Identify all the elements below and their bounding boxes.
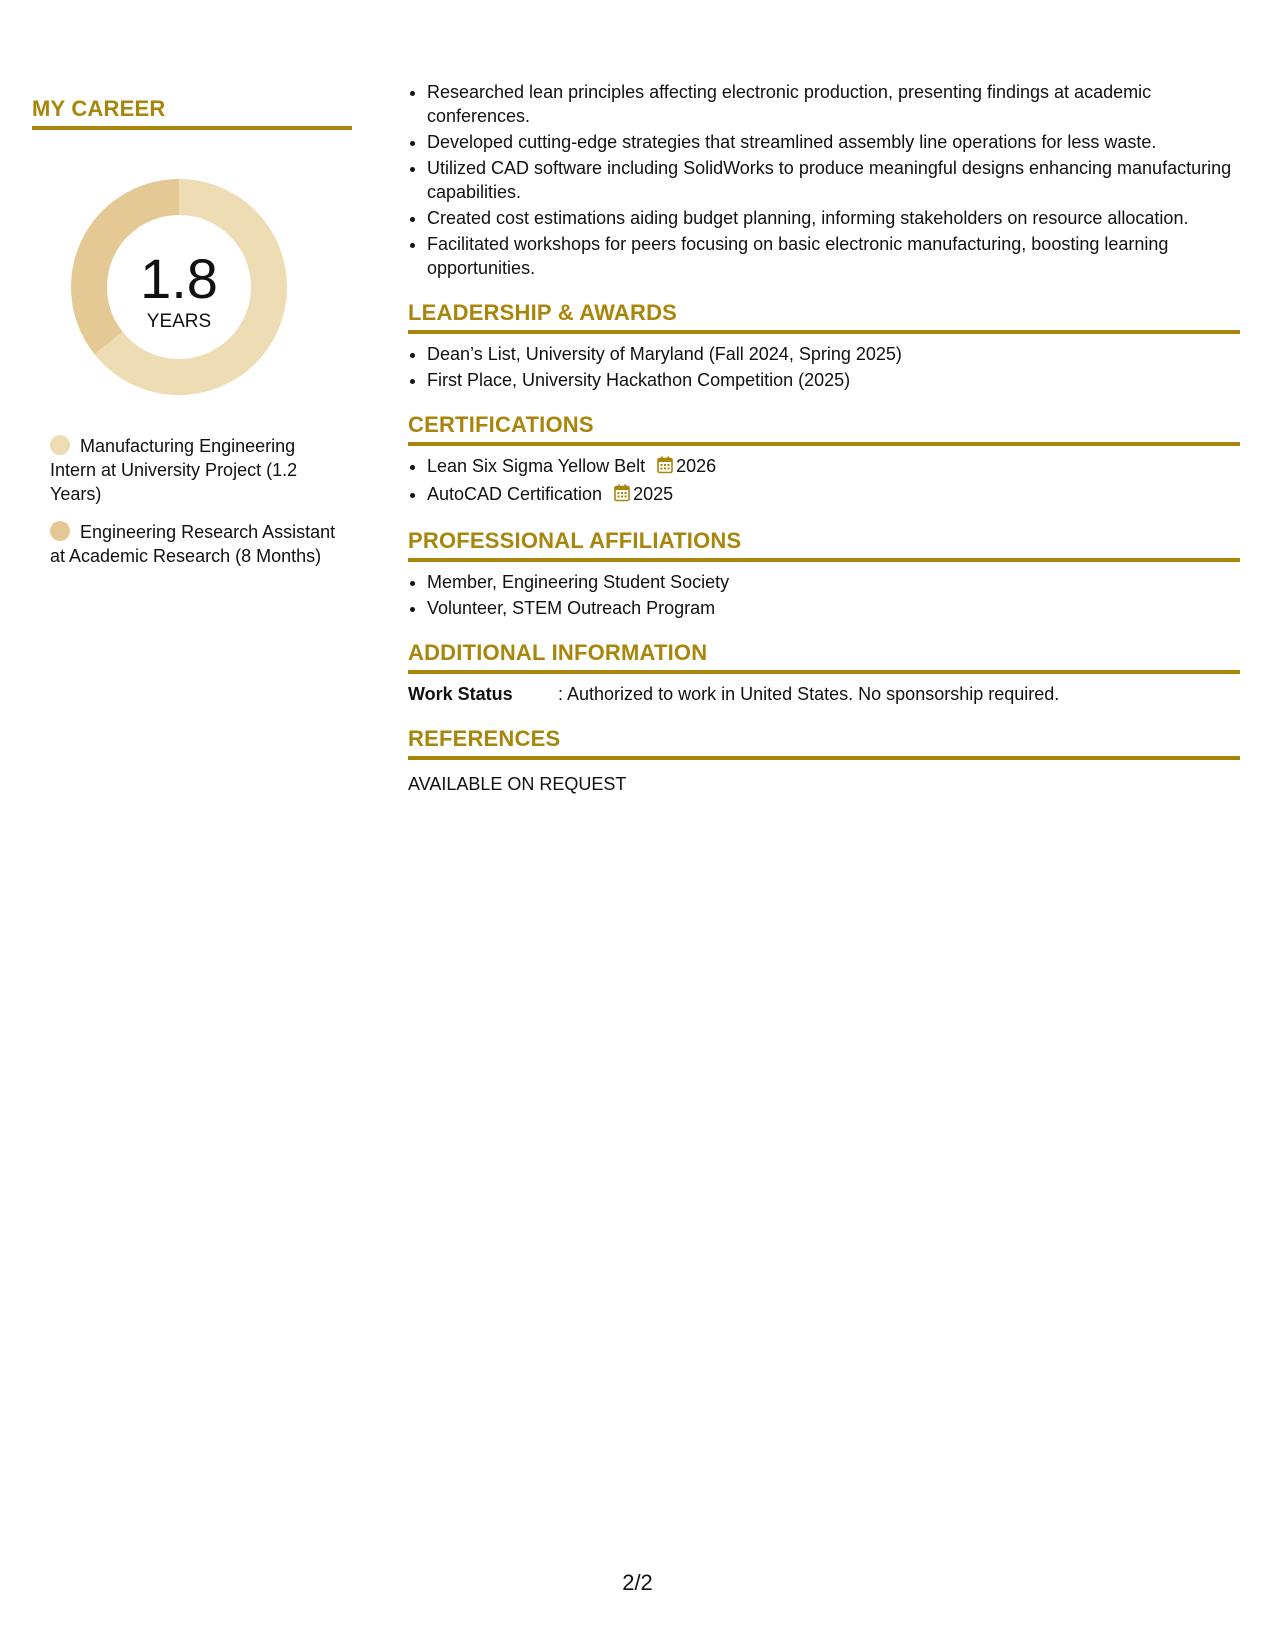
- career-donut-chart: [66, 174, 292, 400]
- career-title: MY CAREER: [32, 96, 352, 130]
- career-legend: [32, 434, 352, 568]
- calendar-icon: [657, 456, 673, 480]
- certifications-title: CERTIFICATIONS: [408, 412, 1240, 446]
- legend-dot-icon: [50, 435, 70, 455]
- list-item: • Volunteer, STEM Outreach Program: [427, 596, 1240, 620]
- leadership-section: [408, 300, 1240, 392]
- page-number: 2/2: [622, 1570, 653, 1595]
- certifications-list: [408, 454, 1240, 508]
- certification-name: Lean Six Sigma Yellow Belt: [427, 456, 646, 476]
- donut-center: [66, 174, 292, 400]
- references-title: REFERENCES: [408, 726, 1240, 760]
- career-column: [32, 96, 352, 582]
- leadership-title: LEADERSHIP & AWARDS: [408, 300, 1240, 334]
- work-status-label: Work Status: [408, 684, 513, 704]
- additional-info-section: [408, 640, 1240, 706]
- certification-year: 2026: [676, 456, 717, 476]
- legend-dot-icon: [50, 521, 70, 541]
- list-item: • Created cost estimations aiding budget planning, informing stakeholders on resource allocation.: [427, 206, 1240, 230]
- legend-label: Engineering Research Assistant at Academic Research (8 Months): [50, 522, 336, 566]
- list-item: • Developed cutting-edge strategies that streamlined assembly line operations for less waste.: [427, 130, 1240, 154]
- references-section: [408, 726, 1240, 796]
- list-item: • Facilitated workshops for peers focusing on basic electronic manufacturing, boosting learning opportunities.: [427, 232, 1240, 280]
- leadership-list: [408, 342, 1240, 392]
- list-item: • Dean’s List, University of Maryland (Fall 2024, Spring 2025): [427, 342, 1240, 366]
- affiliations-section: [408, 528, 1240, 620]
- list-item: [427, 482, 1240, 508]
- calendar-icon: [614, 484, 630, 508]
- total-years-unit: YEARS: [146, 311, 212, 332]
- certification-year: 2025: [633, 484, 674, 504]
- experience-bullets: [408, 80, 1240, 280]
- legend-item: [50, 434, 340, 506]
- list-item: • Member, Engineering Student Society: [427, 570, 1240, 594]
- total-years-value: 1.8: [140, 247, 218, 310]
- additional-info-title: ADDITIONAL INFORMATION: [408, 640, 1240, 674]
- certification-name: AutoCAD Certification: [427, 484, 603, 504]
- main-column: [408, 80, 1240, 796]
- affiliations-title: PROFESSIONAL AFFILIATIONS: [408, 528, 1240, 562]
- list-item: • First Place, University Hackathon Competition (2025): [427, 368, 1240, 392]
- work-status-row: [408, 682, 1240, 706]
- list-item: • Utilized CAD software including SolidWorks to produce meaningful designs enhancing manufacturing capabilities.: [427, 156, 1240, 204]
- certifications-section: [408, 412, 1240, 508]
- references-text: AVAILABLE ON REQUEST: [408, 774, 627, 794]
- work-status-value: : Authorized to work in United States. No sponsorship required.: [558, 684, 1060, 704]
- legend-item: [50, 520, 340, 568]
- affiliations-list: [408, 570, 1240, 620]
- list-item: • Researched lean principles affecting electronic production, presenting findings at academic conferences.: [427, 80, 1240, 128]
- list-item: [427, 454, 1240, 480]
- legend-label: Manufacturing Engineering Intern at University Project (1.2 Years): [50, 436, 298, 504]
